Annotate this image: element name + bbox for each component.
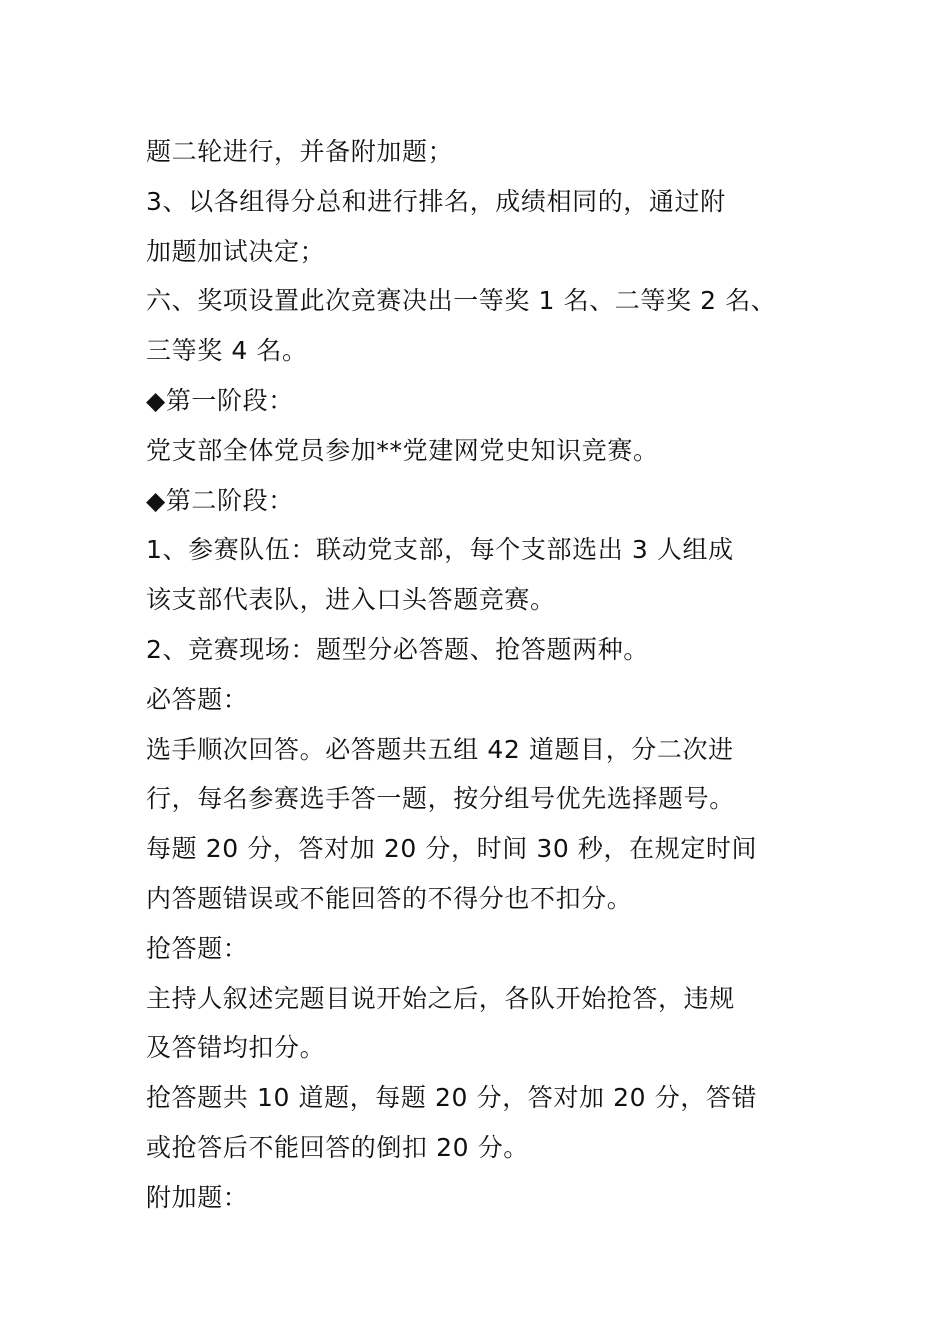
subsection-heading: 附加题： [146,1182,249,1212]
text-line: 三等奖 4 名。 [146,336,308,366]
text-line: 行，每名参赛选手答一题，按分组号优先选择题号。 [146,784,735,814]
text-line: 内答题错误或不能回答的不得分也不扣分。 [146,883,633,913]
text-line: 1、参赛队伍：联动党支部，每个支部选出 3 人组成 [146,535,734,565]
document-body [146,127,846,1223]
text-line: 加题加试决定； [146,236,326,266]
subsection-heading: 抢答题： [146,933,249,963]
text-line: 抢答题共 10 道题，每题 20 分，答对加 20 分，答错 [146,1083,758,1113]
text-line: 每题 20 分，答对加 20 分，时间 30 秒，在规定时间 [146,834,758,864]
text-line: 选手顺次回答。必答题共五组 42 道题目，分二次进 [146,734,734,764]
section-heading: ◆第二阶段： [146,485,294,515]
text-line: 该支部代表队，进入口头答题竞赛。 [146,585,556,615]
text-line: 及答错均扣分。 [146,1033,326,1063]
subsection-heading: 必答题： [146,684,249,714]
section-heading: ◆第一阶段： [146,385,294,415]
text-line: 或抢答后不能回答的倒扣 20 分。 [146,1132,529,1162]
text-line: 主持人叙述完题目说开始之后，各队开始抢答，违规 [146,983,735,1013]
text-line: 2、竞赛现场：题型分必答题、抢答题两种。 [146,634,649,664]
text-line: 六、奖项设置此次竞赛决出一等奖 1 名、二等奖 2 名、 [146,286,777,316]
text-line: 3、以各组得分总和进行排名，成绩相同的，通过附 [146,186,726,216]
text-line: 党支部全体党员参加**党建网党史知识竞赛。 [146,435,659,465]
text-line: 题二轮进行，并备附加题； [146,137,454,166]
